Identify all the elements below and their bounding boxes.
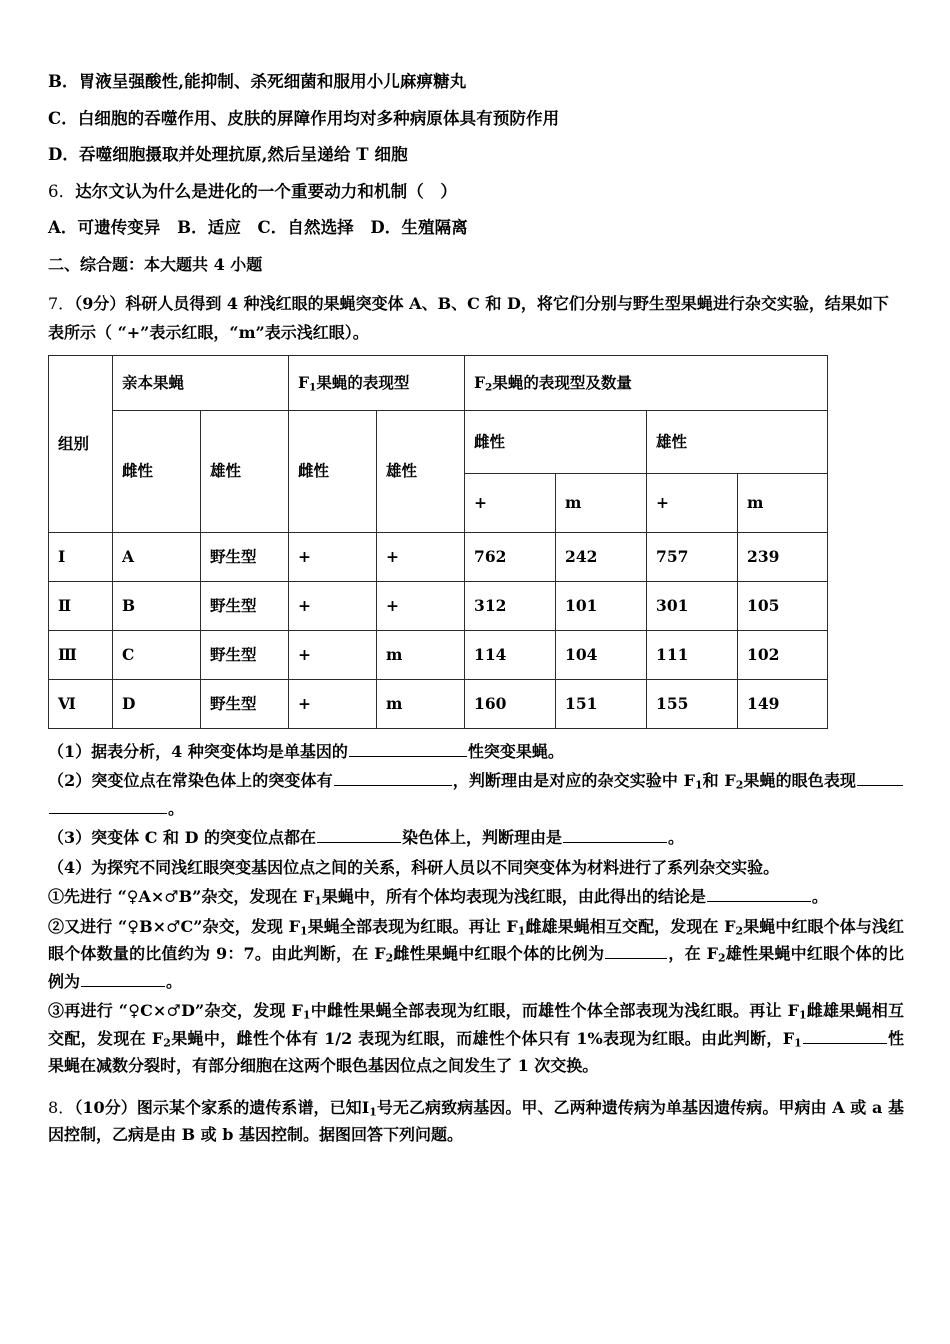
question-7-number: 7． bbox=[48, 293, 75, 313]
sub-1-text-a: （1）据表分析，4 种突变体均是单基因的 bbox=[48, 741, 348, 761]
cell-group: Ⅲ bbox=[49, 630, 113, 679]
item-2-text-b: 果蝇全部表现为红眼。再让 F bbox=[307, 916, 518, 936]
cell-f1-male: m bbox=[377, 630, 465, 679]
cell-f2-female-m: 101 bbox=[556, 581, 647, 630]
question-7-item-1 bbox=[48, 883, 904, 911]
sub-1-text-b: 性突变果蝇。 bbox=[467, 741, 564, 761]
cell-f2-female-m: 104 bbox=[556, 630, 647, 679]
cell-f1-female: + bbox=[289, 679, 377, 728]
cell-f2-female-m: 151 bbox=[556, 679, 647, 728]
item-1-text-b: 果蝇中，所有个体均表现为浅红眼，由此得出的结论是 bbox=[321, 887, 706, 907]
item-3-text-d: 果蝇中，雌性个体有 1/2 表现为红眼，而雄性个体只有 1%表现为红眼。由此判断，F bbox=[170, 1028, 795, 1048]
question-7-sub-3 bbox=[48, 824, 904, 852]
item-3-sub-4: 1 bbox=[794, 1036, 802, 1050]
item-3-sub-1: 1 bbox=[302, 1008, 311, 1022]
cell-f2-female-plus: 312 bbox=[465, 581, 556, 630]
cell-parent-male: 野生型 bbox=[201, 581, 289, 630]
answer-blank[interactable] bbox=[707, 886, 811, 902]
cell-f2-male-plus: 757 bbox=[647, 532, 738, 581]
option-c-line: C．白细胞的吞噬作用、皮肤的屏障作用均对多种病原体具有预防作用 bbox=[48, 108, 560, 128]
item-2-text-g: 雄性果蝇中红眼个体的比例为 bbox=[48, 944, 904, 991]
answer-blank[interactable] bbox=[857, 770, 903, 786]
header-f2-male-plus: + bbox=[647, 473, 738, 532]
cell-f2-female-plus: 762 bbox=[465, 532, 556, 581]
item-2-text-c: 雌雄果蝇相互交配，发现在 F bbox=[525, 916, 736, 936]
answer-blank[interactable] bbox=[81, 970, 165, 986]
cell-f1-male: + bbox=[377, 581, 465, 630]
cell-f2-female-plus: 160 bbox=[465, 679, 556, 728]
cell-f2-male-m: 239 bbox=[738, 532, 828, 581]
cell-f1-female: + bbox=[289, 630, 377, 679]
table-row bbox=[49, 630, 828, 679]
cell-parent-female: B bbox=[113, 581, 201, 630]
answer-blank[interactable] bbox=[334, 770, 452, 786]
sub-2-text-e: 。 bbox=[168, 798, 185, 818]
item-3-text-e: 性果蝇在减数分裂时，有部分细胞在这两个眼色基因位点之间发生了 1 次交换。 bbox=[48, 1028, 904, 1076]
item-2-sub-5: 2 bbox=[718, 951, 726, 965]
cell-f2-male-m: 105 bbox=[738, 581, 828, 630]
item-2-text-d: 果蝇中红眼个体与浅红眼个体数量的比值约为 9：7。由此判断，在 F bbox=[48, 916, 904, 964]
question-6-text: 达尔文认为什么是进化的一个重要动力和机制（ ） bbox=[75, 181, 458, 201]
f2-label-f: F bbox=[474, 372, 486, 392]
item-2-text-a: ②又进行 “♀B×♂C”杂交，发现 F bbox=[48, 916, 301, 936]
question-7-text-1: 科研人员得到 4 种浅红眼的果蝇突变体 A、B、C 和 D，将它们分别与野生型果蝇进行杂交实验，结果如下 bbox=[125, 293, 889, 313]
answer-blank[interactable] bbox=[803, 1028, 887, 1044]
answer-blank[interactable] bbox=[605, 943, 667, 959]
header-f2-female: 雌性 bbox=[465, 410, 647, 473]
table-row bbox=[49, 532, 828, 581]
item-2-sub-4: 2 bbox=[385, 951, 394, 965]
item-2-sub-1: 1 bbox=[300, 924, 308, 938]
question-6-options: A．可遗传变异 B．适应 C．自然选择 D．生殖隔离 bbox=[48, 218, 468, 237]
cell-f1-male: + bbox=[377, 532, 465, 581]
option-d-line: D．吞噬细胞摄取并处理抗原,然后呈递给 T 细胞 bbox=[48, 145, 408, 164]
header-f2-phenotype bbox=[465, 355, 828, 410]
item-3-text-c: 雌雄果蝇相互交配，发现在 F bbox=[48, 1001, 904, 1048]
question-7-stem bbox=[48, 290, 904, 318]
table-row bbox=[49, 581, 828, 630]
item-3-text-a: ③再进行 “♀C×♂D”杂交，发现 F bbox=[48, 1001, 303, 1021]
cell-parent-female: A bbox=[113, 532, 201, 581]
question-7-item-3 bbox=[48, 997, 904, 1080]
question-7-stem-cont: 表所示（ “+”表示红眼，“m”表示浅红眼）。 bbox=[48, 323, 369, 343]
cell-parent-female: D bbox=[113, 679, 201, 728]
cell-f1-female: + bbox=[289, 581, 377, 630]
header-f2-male-m: m bbox=[738, 473, 828, 532]
section-2-title: 二、综合题：本大题共 4 小题 bbox=[48, 254, 263, 274]
header-parent-male: 雄性 bbox=[201, 410, 289, 532]
cell-f2-male-plus: 111 bbox=[647, 630, 738, 679]
cell-f1-female: + bbox=[289, 532, 377, 581]
question-8-text-a: 图示某个家系的遗传系谱，已知Ⅰ bbox=[136, 1097, 370, 1117]
answer-blank[interactable] bbox=[563, 827, 667, 843]
cell-group: Ⅵ bbox=[49, 679, 113, 728]
header-f1-phenotype bbox=[289, 355, 465, 410]
f1-label-text: 果蝇的表现型 bbox=[316, 372, 410, 392]
item-2-text-e: 雌性果蝇中红眼个体的比例为 bbox=[393, 944, 605, 964]
cell-f2-male-m: 102 bbox=[738, 630, 828, 679]
option-b-line: B．胃液呈强酸性,能抑制、杀死细菌和服用小儿麻痹糖丸 bbox=[48, 72, 467, 91]
item-1-text-c: 。 bbox=[811, 887, 828, 907]
item-1-f1-sub: 1 bbox=[314, 894, 322, 908]
item-2-text-f: ，在 F bbox=[668, 944, 718, 964]
sub-3-text-c: 。 bbox=[668, 828, 685, 848]
item-3-text-b: 中雌性果蝇全部表现为红眼，而雄性个体全部表现为浅红眼。再让 F bbox=[310, 1001, 799, 1021]
sub-2-text-d: 果蝇的眼色表现 bbox=[743, 771, 856, 791]
question-8-text-b: 号无乙病致病基因。甲、乙两种遗传病为单基因遗传病。甲病由 A 或 a 基因控制，乙病是由 B 或 b 基因控制。据图回答下列问题。 bbox=[48, 1097, 904, 1145]
cell-parent-male: 野生型 bbox=[201, 679, 289, 728]
sub-2-f2-sub: 2 bbox=[735, 778, 744, 792]
answer-blank[interactable] bbox=[317, 827, 401, 843]
item-2-sub-3: 2 bbox=[735, 924, 744, 938]
header-f2-female-m: m bbox=[556, 473, 647, 532]
question-8-stem bbox=[48, 1094, 904, 1149]
header-group: 组别 bbox=[49, 355, 113, 532]
sub-2-f1-sub: 1 bbox=[694, 778, 703, 792]
cell-parent-female: C bbox=[113, 630, 201, 679]
header-f2-male: 雄性 bbox=[647, 410, 828, 473]
header-parents: 亲本果蝇 bbox=[113, 355, 289, 410]
header-parent-female: 雌性 bbox=[113, 410, 201, 532]
cell-f1-male: m bbox=[377, 679, 465, 728]
question-7-sub-2 bbox=[48, 767, 904, 822]
item-3-sub-3: 2 bbox=[163, 1036, 171, 1050]
header-f1-male: 雄性 bbox=[377, 410, 465, 532]
cell-parent-male: 野生型 bbox=[201, 630, 289, 679]
question-7-sub-4: （4）为探究不同浅红眼突变基因位点之间的关系，科研人员以不同突变体为材料进行了系列杂交实验。 bbox=[48, 857, 780, 877]
sub-3-text-b: 染色体上，判断理由是 bbox=[402, 828, 563, 848]
cell-group: Ⅱ bbox=[49, 581, 113, 630]
sub-2-text-a: （2）突变位点在常染色体上的突变体有 bbox=[48, 771, 333, 791]
sub-3-text-a: （3）突变体 C 和 D 的突变位点都在 bbox=[48, 828, 317, 848]
sub-2-text-c: 和 F bbox=[702, 771, 736, 791]
question-8-score: （10分） bbox=[74, 1097, 137, 1117]
header-f2-female-plus: + bbox=[465, 473, 556, 532]
table-row bbox=[49, 679, 828, 728]
table-header-row-2 bbox=[49, 410, 828, 473]
question-7-score: （9分） bbox=[74, 293, 126, 313]
cell-f2-female-plus: 114 bbox=[465, 630, 556, 679]
f2-label-sub: 2 bbox=[485, 381, 493, 394]
cell-f2-male-plus: 301 bbox=[647, 581, 738, 630]
table-header-row-1 bbox=[49, 355, 828, 410]
question-8-roman-sub: 1 bbox=[369, 1105, 377, 1119]
header-f1-female: 雌性 bbox=[289, 410, 377, 532]
cross-experiment-table bbox=[48, 355, 828, 729]
cross-experiment-table-wrapper bbox=[48, 355, 904, 729]
item-3-sub-2: 1 bbox=[798, 1008, 807, 1022]
f1-label-f: F bbox=[298, 372, 310, 392]
question-6-number: 6． bbox=[48, 181, 76, 201]
sub-2-text-b: ，判断理由是对应的杂交实验中 F bbox=[452, 771, 695, 791]
cell-f2-female-m: 242 bbox=[556, 532, 647, 581]
answer-blank[interactable] bbox=[349, 740, 467, 756]
cell-parent-male: 野生型 bbox=[201, 532, 289, 581]
f2-label-text: 果蝇的表现型及数量 bbox=[492, 372, 632, 392]
cell-group: Ⅰ bbox=[49, 532, 113, 581]
item-1-text-a: ①先进行 “♀A×♂B”杂交，发现在 F bbox=[48, 887, 315, 907]
question-6-stem bbox=[48, 181, 904, 201]
item-2-text-h: 。 bbox=[166, 971, 183, 991]
question-8-number: 8． bbox=[48, 1097, 75, 1117]
cell-f2-male-plus: 155 bbox=[647, 679, 738, 728]
item-2-sub-2: 1 bbox=[517, 924, 526, 938]
f1-label-sub: 1 bbox=[309, 381, 317, 394]
cell-f2-male-m: 149 bbox=[738, 679, 828, 728]
question-7-item-2 bbox=[48, 913, 904, 996]
question-7-sub-1 bbox=[48, 738, 904, 766]
answer-blank[interactable] bbox=[49, 797, 167, 813]
